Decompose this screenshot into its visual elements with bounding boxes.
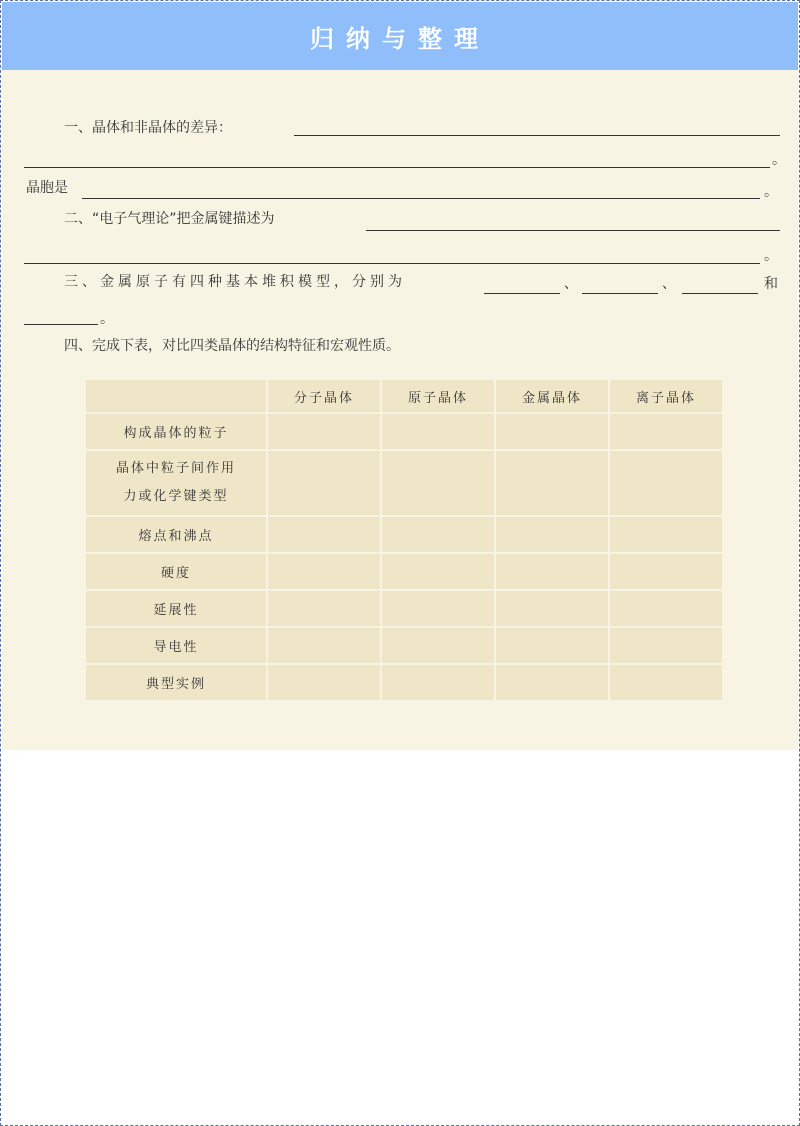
answer-cell[interactable]: [495, 664, 609, 701]
row-label-line: 力或化学键类型: [123, 489, 229, 504]
answer-blank[interactable]: [366, 230, 780, 231]
period-mark: 。: [764, 184, 778, 200]
answer-blank[interactable]: [24, 263, 760, 264]
answer-blank[interactable]: [24, 324, 98, 325]
answer-cell[interactable]: [609, 553, 723, 590]
answer-cell[interactable]: [267, 627, 381, 664]
answer-cell[interactable]: [381, 450, 495, 516]
period-mark: 。: [764, 248, 778, 264]
table-header-cell: 金属晶体: [495, 379, 609, 413]
table-header-cell: [85, 379, 267, 413]
answer-cell[interactable]: [495, 450, 609, 516]
answer-cell[interactable]: [609, 590, 723, 627]
comparison-table: [84, 378, 724, 702]
table-row: [85, 553, 723, 590]
answer-cell[interactable]: [381, 664, 495, 701]
answer-cell[interactable]: [495, 553, 609, 590]
row-label-line: 晶体中粒子间作用: [115, 461, 236, 476]
answer-cell[interactable]: [495, 413, 609, 450]
answer-cell[interactable]: [267, 664, 381, 701]
and-word: 和: [764, 276, 778, 292]
table-row: [85, 516, 723, 553]
separator-mark: 、: [662, 276, 676, 292]
answer-cell[interactable]: [267, 516, 381, 553]
question-2-text: 二、“电子气理论”把金属键描述为: [64, 211, 275, 227]
answer-cell[interactable]: [609, 413, 723, 450]
table-row: [85, 413, 723, 450]
question-1-cell-prefix: 晶胞是: [26, 180, 68, 196]
section-header: [2, 2, 798, 70]
table-header-cell: 分子晶体: [267, 379, 381, 413]
row-label: 典型实例: [85, 664, 267, 701]
row-label: 熔点和沸点: [85, 516, 267, 553]
answer-cell[interactable]: [381, 627, 495, 664]
answer-cell[interactable]: [495, 627, 609, 664]
answer-cell[interactable]: [381, 516, 495, 553]
answer-cell[interactable]: [381, 590, 495, 627]
table-row: [85, 627, 723, 664]
section-title: 归纳与整理: [310, 24, 490, 53]
answer-cell[interactable]: [609, 516, 723, 553]
answer-blank[interactable]: [682, 293, 758, 294]
answer-cell[interactable]: [267, 553, 381, 590]
answer-cell[interactable]: [609, 450, 723, 516]
question-3-text: 三、金属原子有四种基本堆积模型，分别为: [64, 274, 406, 290]
answer-cell[interactable]: [609, 664, 723, 701]
answer-cell[interactable]: [381, 413, 495, 450]
table-row: [85, 450, 723, 516]
answer-blank[interactable]: [484, 293, 560, 294]
answer-blank[interactable]: [582, 293, 658, 294]
row-label: 延展性: [85, 590, 267, 627]
answer-cell[interactable]: [267, 450, 381, 516]
row-label: [85, 450, 267, 516]
period-mark: 。: [772, 152, 786, 168]
content-panel: [2, 70, 798, 750]
answer-blank[interactable]: [294, 135, 780, 136]
answer-cell[interactable]: [381, 553, 495, 590]
row-label: 导电性: [85, 627, 267, 664]
table-header-row: [85, 379, 723, 413]
table-row: [85, 664, 723, 701]
answer-blank[interactable]: [82, 198, 760, 199]
separator-mark: 、: [564, 276, 578, 292]
answer-cell[interactable]: [495, 590, 609, 627]
row-label: 硬度: [85, 553, 267, 590]
table-header-cell: 原子晶体: [381, 379, 495, 413]
row-label: 构成晶体的粒子: [85, 413, 267, 450]
answer-cell[interactable]: [267, 413, 381, 450]
question-1-text: 一、晶体和非晶体的差异：: [64, 120, 232, 136]
table-header-cell: 离子晶体: [609, 379, 723, 413]
table-row: [85, 590, 723, 627]
answer-blank[interactable]: [24, 167, 770, 168]
period-mark: 。: [100, 311, 114, 327]
answer-cell[interactable]: [609, 627, 723, 664]
question-4-text: 四、完成下表，对比四类晶体的结构特征和宏观性质。: [64, 338, 400, 354]
answer-cell[interactable]: [267, 590, 381, 627]
answer-cell[interactable]: [495, 516, 609, 553]
